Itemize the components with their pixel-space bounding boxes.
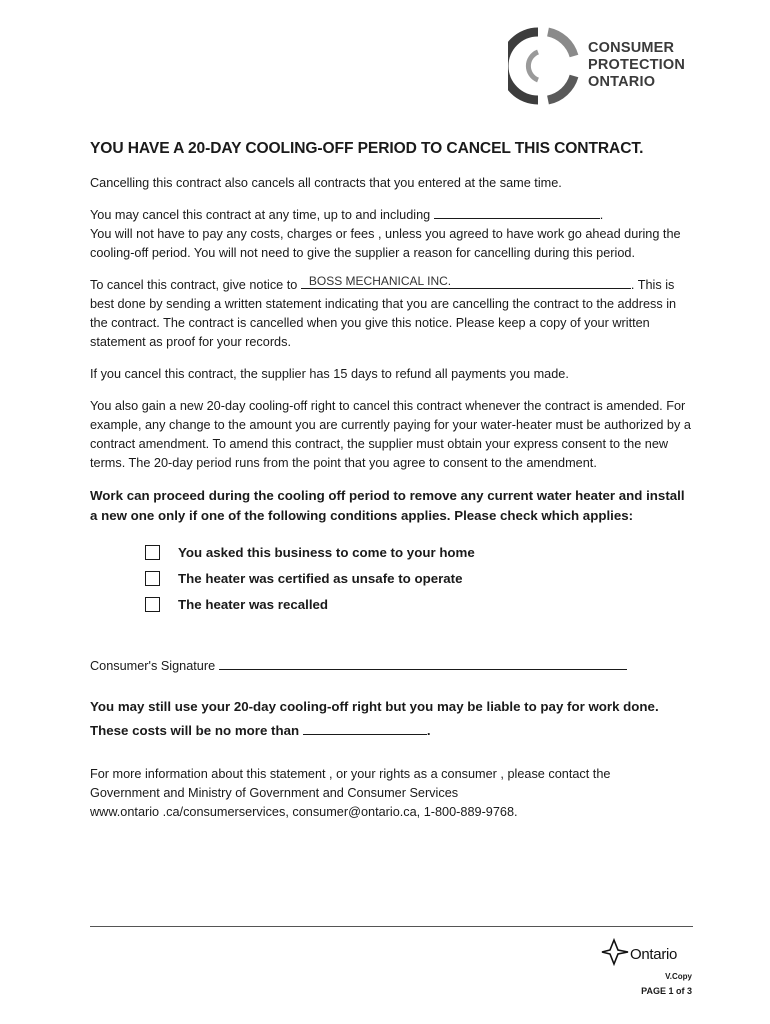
cancel-date-field[interactable] <box>434 206 600 219</box>
logo-line-protection: PROTECTION <box>588 57 686 73</box>
checkbox-certified-unsafe[interactable] <box>145 571 160 586</box>
signature-label: Consumer's Signature <box>90 659 216 673</box>
logo-line-consumer: CONSUMER <box>588 40 675 56</box>
give-notice-rest: . This is best done by sending a written statement indicating that you are cancelling the contract to the address in the contract. The contract is cancelled when you give this notice. Please keep a copy of your written statement as proof for your records. <box>90 278 677 349</box>
checkbox-label: You asked this business to come to your home <box>178 544 475 560</box>
checkbox-label: The heater was recalled <box>178 596 329 612</box>
supplier-name-field[interactable] <box>301 276 631 289</box>
page-title: YOU HAVE A 20-DAY COOLING-OFF PERIOD TO CANCEL THIS CONTRACT. <box>90 140 644 157</box>
signature-row <box>90 657 695 673</box>
page-number: PAGE 1 of 3 <box>641 986 692 996</box>
signature-field[interactable] <box>219 657 627 670</box>
paragraph-refund: If you cancel this contract, the supplier has 15 days to refund all payments you made. <box>90 367 569 381</box>
copy-label: V.Copy <box>665 972 692 981</box>
checkbox-label: The heater was certified as unsafe to operate <box>178 570 463 586</box>
condition-checklist <box>145 539 695 617</box>
cost-limit-field[interactable] <box>303 722 427 735</box>
checkbox-asked-business[interactable] <box>145 545 160 560</box>
liability-line: You may still use your 20-day cooling-off right but you may be liable to pay for work done. <box>90 699 659 714</box>
paragraph-amendment: You also gain a new 20-day cooling-off right to cancel this contract whenever the contract is amended. For example, any change to the amount you are currently paying for your water-heater must be authorized by a contract amendment. To amend this contract, the supplier must obtain your express consent to the new terms. The 20-day period runs from the point that you agree to consent to the amendment. <box>90 399 691 470</box>
logo-line-ontario: ONTARIO <box>588 74 656 90</box>
logo-ring-icon <box>508 26 580 106</box>
paragraph-cancel-all: Cancelling this contract also cancels all contracts that you entered at the same time. <box>90 176 562 190</box>
give-notice-text: To cancel this contract, give notice to <box>90 278 298 292</box>
supplier-name-value: BOSS MECHANICAL INC. <box>308 274 452 288</box>
ontario-logo <box>600 936 692 968</box>
logo-wordmark <box>588 40 685 91</box>
contact-info <box>90 765 695 822</box>
liability-notice <box>90 695 695 743</box>
cancel-date-period: . <box>599 208 604 222</box>
checkbox-row <box>145 591 695 617</box>
paragraph-give-notice <box>90 276 695 352</box>
checkbox-row <box>145 539 695 565</box>
cost-limit-text: These costs will be no more than <box>90 723 300 738</box>
contact-line-3: www.ontario .ca/consumerservices, consumer@ontario.ca, 1-800-889-9768. <box>90 805 518 819</box>
contact-line-1: For more information about this statement , or your rights as a consumer , please contact the <box>90 767 611 781</box>
ontario-wordmark: Ontario <box>630 946 678 963</box>
cost-limit-period: . <box>426 723 431 738</box>
trillium-icon <box>600 936 630 966</box>
work-notice: Work can proceed during the cooling off period to remove any current water heater and install a new one only if one of the following conditions applies. Please check which applies: <box>90 488 685 523</box>
cancel-terms-text: You will not have to pay any costs, charges or fees , unless you agreed to have work go ahead during the cooling-off period. You will not need to give the supplier a reason for cancelling during this period. <box>90 227 681 260</box>
checkbox-recalled[interactable] <box>145 597 160 612</box>
document-body <box>90 140 695 835</box>
contact-line-2: Government and Ministry of Government and Consumer Services <box>90 786 459 800</box>
cancel-date-text: You may cancel this contract at any time, up to and including <box>90 208 431 222</box>
footer-divider <box>90 926 693 927</box>
paragraph-cancel-date <box>90 206 695 263</box>
consumer-protection-ontario-logo <box>508 26 698 106</box>
checkbox-row <box>145 565 695 591</box>
